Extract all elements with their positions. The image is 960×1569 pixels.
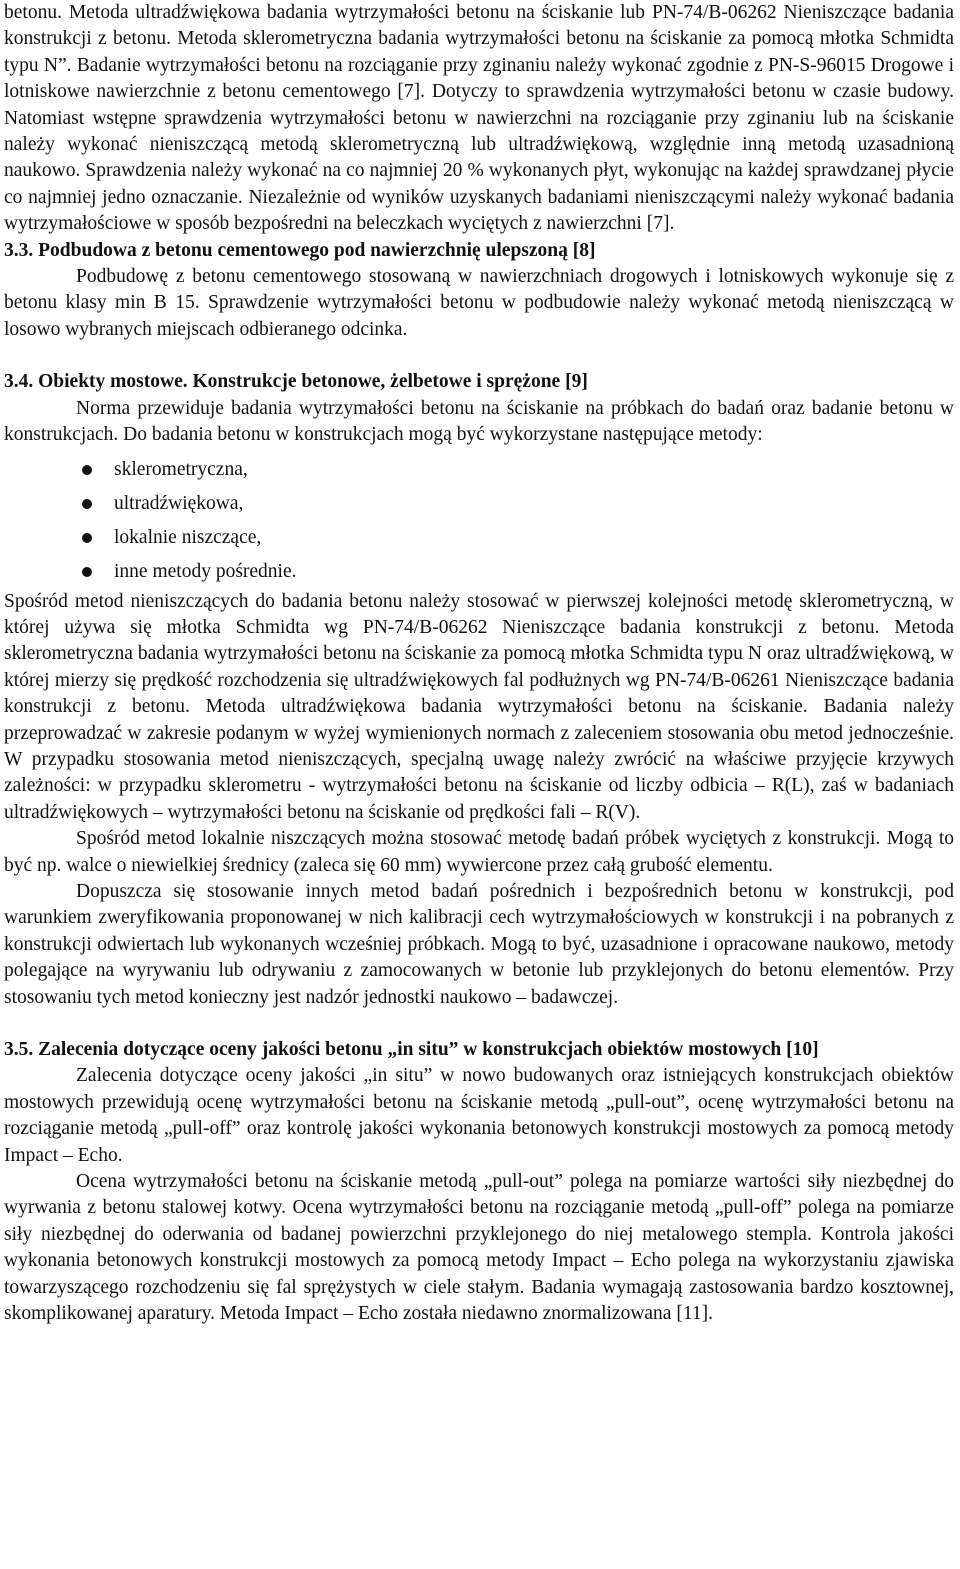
methods-list: [4, 453, 954, 589]
heading-3-4: 3.4. Obiekty mostowe. Konstrukcje betonowe, żelbetowe i sprężone [9]: [4, 371, 588, 393]
heading-3-3: 3.3. Podbudowa z betonu cementowego pod nawierzchnię ulepszoną [8]: [4, 239, 596, 261]
bullet-icon: [82, 465, 92, 475]
heading-3-5: 3.5. Zalecenia dotyczące oceny jakości betonu „in situ” w konstrukcjach obiektów mostowych [10]: [4, 1039, 819, 1060]
paragraph-3-4: Norma przewiduje badania wytrzymałości betonu na ściskanie na próbkach do badań oraz badanie betonu w konstrukcjach. Do badania betonu w konstrukcjach mogą być wykorzystane następujące metody:: [4, 397, 954, 446]
list-item: ultradźwiękowa,: [4, 487, 954, 521]
bullet-icon: [82, 533, 92, 543]
document-page: [4, 0, 954, 1327]
list-item: inne metody pośrednie.: [4, 555, 954, 589]
bullet-icon: [82, 499, 92, 509]
paragraph-intro: betonu. Metoda ultradźwiękowa badania wytrzymałości betonu na ściskanie lub PN-74/B-06262 Nieniszczące badania konstrukcji z betonu. Metoda sklerometryczna badania wytrzymałości betonu na ściskanie za pomocą młotka Schmidta typu N”. Badanie wytrzymałości betonu na rozciąganie przy zginaniu należy wykonać zgodnie z PN-S-96015 Drogowe i lotniskowe nawierzchnie z betonu cementowego [7]. Dotyczy to sprawdzenia wytrzymałości betonu w czasie budowy. Natomiast wstępne sprawdzenia wytrzymałości betonu w nawierzchni na rozciąganie przy zginaniu lub na ściskanie należy wykonać nieniszczącą metodą sklerometryczną lub ultradźwiękową, względnie inną metodą uzasadnioną naukowo. Sprawdzenia należy wykonać na co najmniej 20 % wykonanych płyt, wykonując na każdej sprawdzanej płycie co najmniej jedno oznaczanie. Niezależnie od wyników uzyskanych badaniami nieniszczącymi należy wykonać badania wytrzymałościowe w sposób bezpośredni na beleczkach wyciętych z nawierzchni [7].: [4, 2, 954, 235]
bullet-icon: [82, 567, 92, 577]
list-item: lokalnie niszczące,: [4, 521, 954, 555]
paragraph-other-methods: Dopuszcza się stosowanie innych metod badań pośrednich i bezpośrednich betonu w konstrukcji, pod warunkiem zweryfikowania proponowanej w nich kalibracji cech wytrzymałościowych w konstrukcji i na pobranych z konstrukcji odwiertach lub wykonanych wcześniej próbkach. Mogą to być, uzasadnione i opracowane naukowo, metody polegające na wyrywaniu lub odrywaniu z zamocowanych w betonie lub przyklejonych do betonu elementów. Przy stosowaniu tych metod konieczny jest nadzór jednostki naukowo – badawczej.: [4, 880, 954, 1008]
paragraph-3-5-b: Ocena wytrzymałości betonu na ściskanie metodą „pull-out” polega na pomiarze wartości siły niezbędnej do wyrwania z betonu stalowej kotwy. Ocena wytrzymałości betonu na rozciąganie metodą „pull-off” polega na pomiarze siły niezbędnej do oderwania od badanej powierzchni przyklejonego do niej metalowego stempla. Kontrola jakości wykonania betonowych konstrukcji mostowych za pomocą metody Impact – Echo polega na wykorzystaniu zjawiska towarzyszącego rozchodzeniu się fal sprężystych w ciele stałym. Badania wymagają zastosowania bardzo kosztownej, skomplikowanej aparatury. Metoda Impact – Echo została niedawno znormalizowana [11].: [4, 1171, 954, 1325]
paragraph-3-3: Podbudowę z betonu cementowego stosowaną w nawierzchniach drogowych i lotniskowych wykonuje się z betonu klasy min B 15. Sprawdzenie wytrzymałości betonu w podbudowie należy wykonać metodą nieniszczącą w losowo wybranych miejscach odbieranego odcinka.: [4, 266, 954, 340]
paragraph-locally-destructive: Spośród metod lokalnie niszczących można stosować metodę badań próbek wyciętych z konstrukcji. Mogą to być np. walce o niewielkiej średnicy (zaleca się 60 mm) wywiercone przez całą grubość elementu.: [4, 828, 954, 876]
paragraph-3-5-a: Zalecenia dotyczące oceny jakości „in situ” w nowo budowanych oraz istniejących konstrukcjach obiektów mostowych przewidują ocenę wytrzymałości betonu na ściskanie metodą „pull-out”, ocenę wytrzymałości betonu na rozciąganie metodą „pull-off” oraz kontrolę jakości wykonania betonowych konstrukcji mostowych za pomocą metody Impact – Echo.: [4, 1065, 954, 1166]
paragraph-nondestructive: Spośród metod nieniszczących do badania betonu należy stosować w pierwszej kolejności metodę sklerometryczną, w której używa się młotka Schmidta wg PN-74/B-06262 Nieniszczące badania konstrukcji z betonu. Metoda sklerometryczna badania wytrzymałości betonu na ściskanie za pomocą młotka Schmidta typu N oraz ultradźwiękową, w której mierzy się prędkość rozchodzenia się ultradźwiękowych fal podłużnych wg PN-74/B-06261 Nieniszczące badania konstrukcji z betonu. Metoda ultradźwiękowa badania wytrzymałości betonu na ściskanie. Badania należy przeprowadzać w zakresie podanym w wyżej wymienionych normach z zaleceniem stosowania obu metod jednocześnie. W przypadku stosowania metod nieniszczących, specjalną uwagę należy zwrócić na właściwe przyjęcie krzywych zależności: w przypadku sklerometru - wytrzymałości betonu na ściskanie od liczby odbicia – R(L), zaś w badaniach ultradźwiękowych – wytrzymałości betonu na ściskanie od prędkości fali – R(V).: [4, 590, 954, 823]
list-item: sklerometryczna,: [4, 453, 954, 487]
